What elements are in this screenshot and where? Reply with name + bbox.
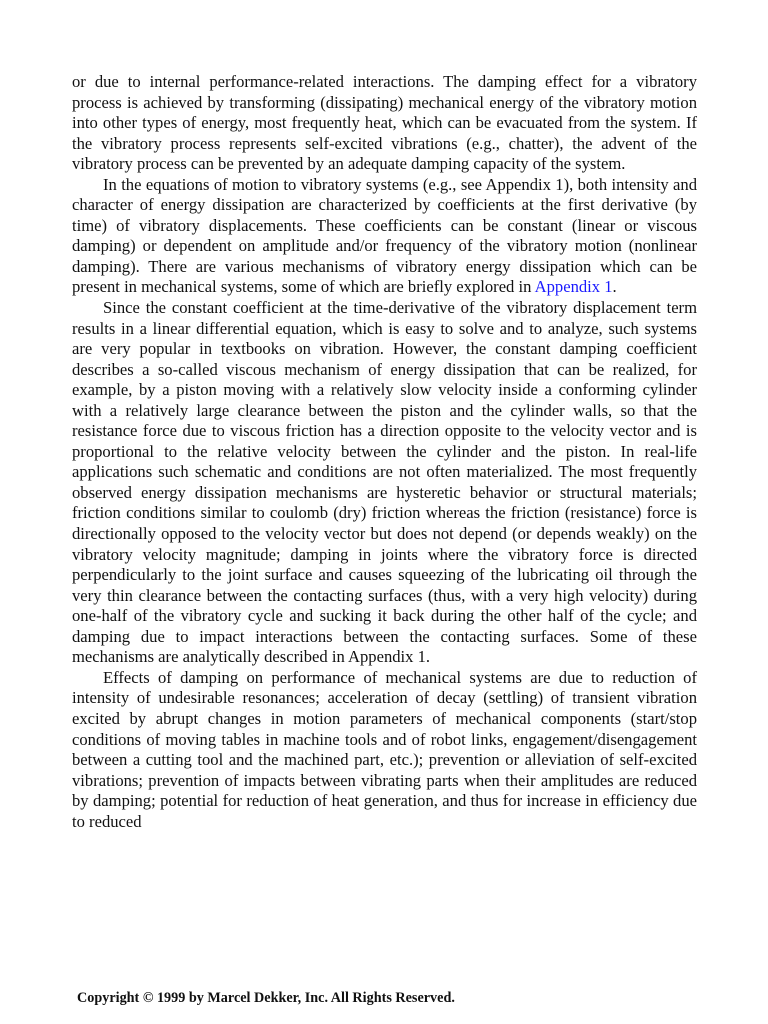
page-body [72,72,697,832]
paragraph-equations-of-motion [72,175,697,298]
paragraph-equations-end: . [612,277,617,297]
paragraph-damping-effects: Effects of damping on performance of mechanical systems are due to reduction of intensity of undesirable resonances; acceleration of decay (settling) of transient vibration excited by abrupt changes in motion parameters of mechanical components (start/stop conditions of moving tables in machine tools and of robot links, engagement/disengagement between a cutting tool and the machined part, etc.); prevention or alleviation of self-excited vibrations; prevention of impacts between vibrating parts when their amplitudes are reduced by damping; potential for reduction of heat generation, and thus for increase in efficiency due to reduced [72,667,697,831]
appendix-1-link[interactable]: Appendix 1 [534,277,613,297]
paragraph-equations-text: In the equations of motion to vibratory systems (e.g., see Appendix 1), both intensity and character of energy dissipation are characterized by coefficients at the first derivative (by time) of vibratory displacements. These coefficients can be constant (linear or viscous damping) or dependent on amplitude and/or frequency of the vibratory motion (nonlinear damping). There are various mechanisms of vibratory energy dissipation which can be present in mechanical systems, some of which are briefly explored in [72,174,697,297]
paragraph-viscous-damping: Since the constant coefficient at the time-derivative of the vibratory displacement term results in a linear differential equation, which is easy to solve and to analyze, such systems are very popular in textbooks on vibration. However, the constant damping coefficient describes a so-called viscous mechanism of energy dissipation that can be realized, for example, by a piston moving with a relatively slow velocity inside a conforming cylinder with a relatively large clearance between the piston and the cylinder walls, so that the resistance force due to viscous friction has a direction opposite to the velocity vector and is proportional to the relative velocity between the cylinder and the piston. In real-life applications such schematic and conditions are not often materialized. The most frequently observed energy dissipation mechanisms are hysteretic behavior or structural materials; friction conditions similar to coulomb (dry) friction whereas the friction (resistance) force is directionally opposed to the velocity vector but does not depend (or depends weakly) on the vibratory velocity magnitude; damping in joints where the vibratory force is directed perpendicularly to the joint surface and causes squeezing of the lubricating oil through the very thin clearance between the contacting surfaces (thus, with a very high velocity) during one-half of the vibratory cycle and sucking it back during the other half of the cycle; and damping due to impact interactions between the contacting surfaces. Some of these mechanisms are analytically described in Appendix 1. [72,298,697,667]
copyright-footer: Copyright © 1999 by Marcel Dekker, Inc. All Rights Reserved. [77,990,455,1006]
paragraph-damping-effect: or due to internal performance-related interactions. The damping effect for a vibratory process is achieved by transforming (dissipating) mechanical energy of the vibratory motion into other types of energy, most frequently heat, which can be evacuated from the system. If the vibratory process represents self-excited vibrations (e.g., chatter), the advent of the vibratory process can be prevented by an adequate damping capacity of the system. [72,72,697,174]
